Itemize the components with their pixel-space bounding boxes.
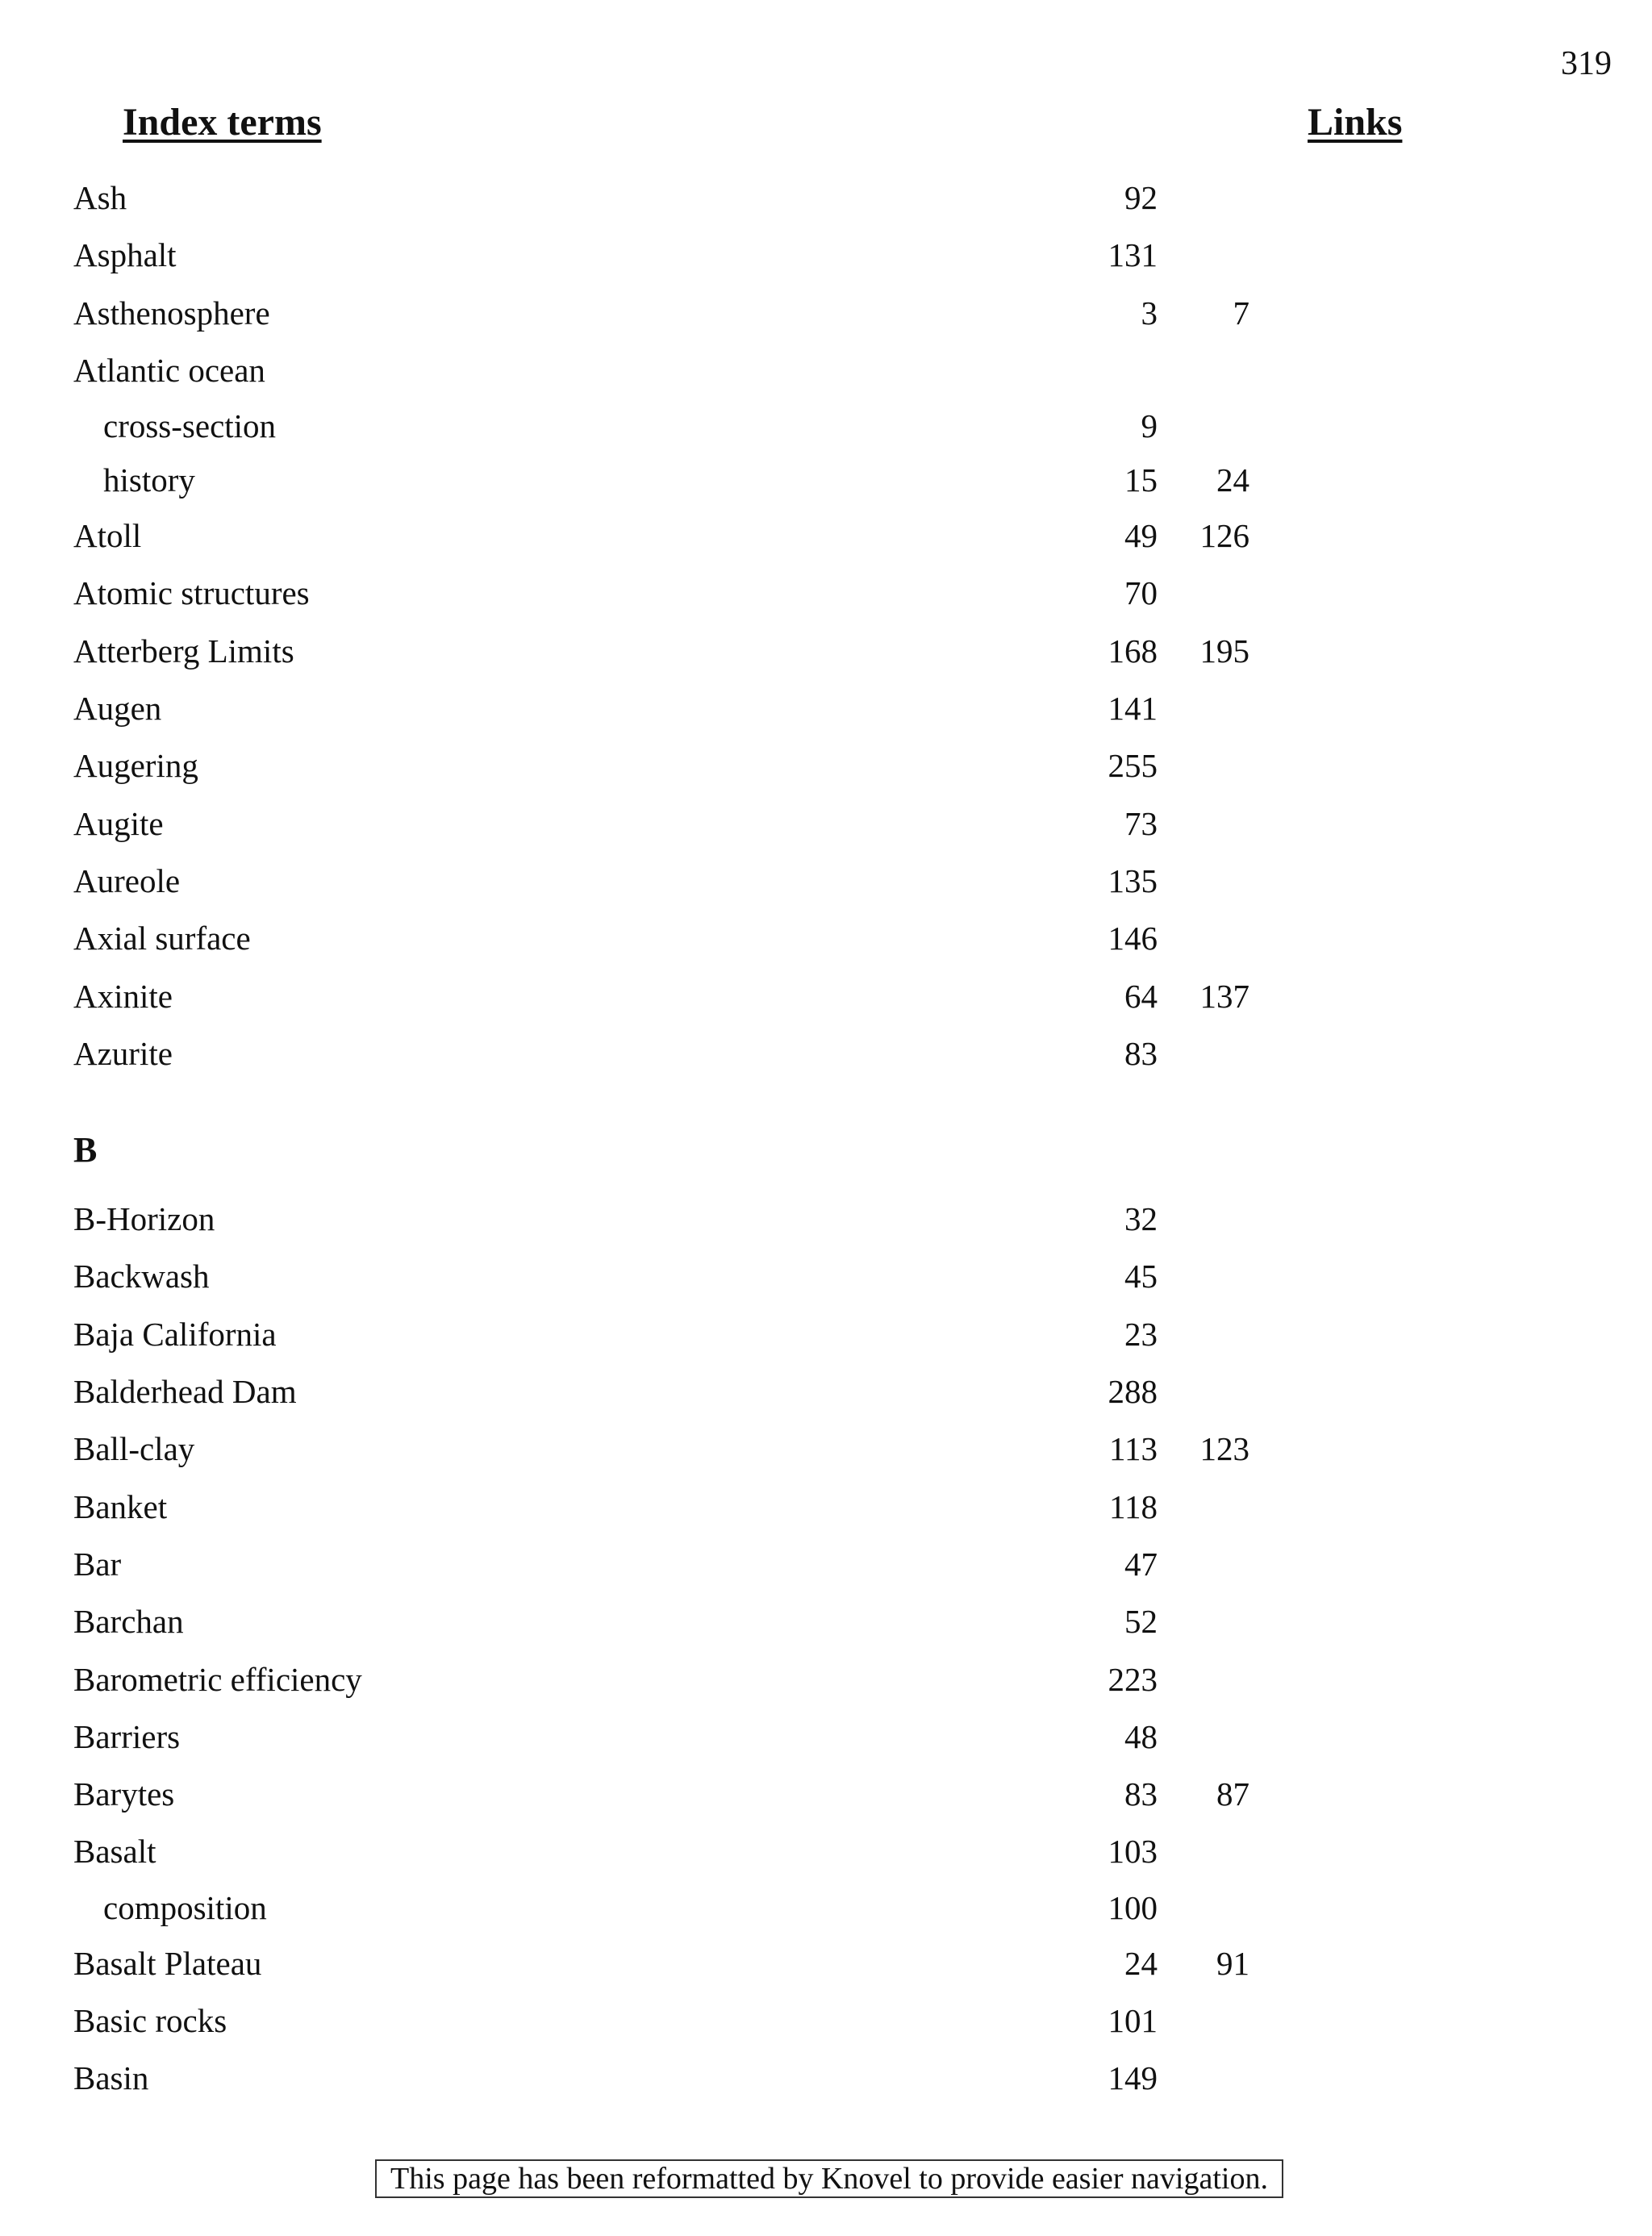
section-letter: B [73, 1130, 98, 1170]
index-subentry [73, 399, 1283, 453]
page-link[interactable]: 24 [1216, 461, 1249, 499]
index-term: Basalt Plateau [73, 1944, 262, 1982]
index-entry [73, 737, 1283, 795]
index-term: Barriers [73, 1717, 181, 1755]
page-link[interactable]: 52 [1124, 1603, 1158, 1641]
page-link[interactable]: 91 [1216, 1944, 1249, 1982]
index-entry [73, 285, 1283, 342]
index-term: Augering [73, 747, 198, 785]
index-term: Balderhead Dam [73, 1373, 297, 1411]
page-link[interactable]: 83 [1124, 1034, 1158, 1072]
page-link[interactable]: 3 [1141, 294, 1158, 332]
index-subentry [73, 1881, 1283, 1935]
index-term: Ball-clay [73, 1430, 195, 1468]
index-entry [73, 2050, 1283, 2107]
index-entry [73, 227, 1283, 284]
index-entries [73, 169, 1283, 2108]
index-term: cross-section [103, 407, 277, 445]
knovel-footer-note: This page has been reformatted by Knovel to provide easier navigation. [375, 2159, 1283, 2198]
index-entry [73, 507, 1283, 565]
page-link[interactable]: 123 [1199, 1430, 1249, 1468]
index-term: Axinite [73, 977, 173, 1015]
page-link[interactable]: 70 [1124, 574, 1158, 612]
index-term: Barchan [73, 1603, 184, 1641]
index-entry [73, 795, 1283, 853]
index-term: Atoll [73, 517, 142, 555]
page-link[interactable]: 141 [1108, 690, 1158, 728]
page-link[interactable]: 288 [1108, 1373, 1158, 1411]
index-entry [73, 565, 1283, 622]
page-link[interactable]: 7 [1233, 294, 1249, 332]
page-link[interactable]: 87 [1216, 1775, 1249, 1813]
page-link[interactable]: 195 [1199, 632, 1249, 670]
page-link[interactable]: 100 [1108, 1888, 1158, 1926]
index-entry [73, 1708, 1283, 1766]
index-term: Ash [73, 179, 127, 216]
page-link[interactable]: 149 [1108, 2059, 1158, 2097]
page-link[interactable]: 45 [1124, 1258, 1158, 1295]
links-heading: Links [1308, 101, 1403, 144]
page-link[interactable]: 15 [1124, 461, 1158, 499]
index-terms-heading: Index terms [123, 101, 322, 144]
index-entry [73, 1363, 1283, 1420]
index-entry [73, 342, 1283, 399]
page-link[interactable]: 9 [1141, 407, 1158, 445]
index-term: Baja California [73, 1315, 277, 1353]
page-link[interactable]: 113 [1109, 1430, 1158, 1468]
page-link[interactable]: 103 [1108, 1833, 1158, 1871]
page-link[interactable]: 135 [1108, 861, 1158, 899]
index-entry [73, 1992, 1283, 2050]
index-term: Asthenosphere [73, 294, 270, 332]
index-term: Asphalt [73, 236, 177, 274]
page-link[interactable]: 49 [1124, 517, 1158, 555]
index-entry [73, 1025, 1283, 1083]
index-entry [73, 623, 1283, 680]
index-entry [73, 1191, 1283, 1248]
index-term: Bar [73, 1545, 122, 1583]
page-link[interactable]: 48 [1124, 1717, 1158, 1755]
index-term: Basic rocks [73, 2002, 227, 2040]
page-link[interactable]: 73 [1124, 804, 1158, 842]
index-term: Axial surface [73, 920, 251, 957]
index-entry [73, 680, 1283, 737]
page-link[interactable]: 118 [1109, 1487, 1158, 1525]
index-entry [73, 968, 1283, 1025]
page-link[interactable]: 92 [1124, 179, 1158, 216]
page-link[interactable]: 83 [1124, 1775, 1158, 1813]
page-number: 319 [1561, 45, 1612, 82]
page-link[interactable]: 64 [1124, 977, 1158, 1015]
page-link[interactable]: 101 [1108, 2002, 1158, 2040]
index-entry [73, 1306, 1283, 1363]
index-term: Atlantic ocean [73, 351, 265, 389]
index-term: Backwash [73, 1258, 210, 1295]
index-term: Augite [73, 804, 164, 842]
index-term: Barometric efficiency [73, 1660, 362, 1698]
index-entry [73, 1935, 1283, 1992]
index-term: Basalt [73, 1833, 156, 1871]
page-link[interactable]: 23 [1124, 1315, 1158, 1353]
index-subentry [73, 453, 1283, 507]
index-term: Augen [73, 690, 162, 728]
index-term: Azurite [73, 1034, 173, 1072]
index-term: Basin [73, 2059, 149, 2097]
index-entry [73, 1593, 1283, 1650]
page-link[interactable]: 255 [1108, 747, 1158, 785]
index-term: composition [103, 1888, 267, 1926]
index-term: Aureole [73, 861, 181, 899]
index-term: Barytes [73, 1775, 175, 1813]
index-entry [73, 1248, 1283, 1305]
page-link[interactable]: 146 [1108, 920, 1158, 957]
page-link[interactable]: 168 [1108, 632, 1158, 670]
page-link[interactable]: 126 [1199, 517, 1249, 555]
page-link[interactable]: 47 [1124, 1545, 1158, 1583]
index-term: Banket [73, 1487, 168, 1525]
page-link[interactable]: 131 [1108, 236, 1158, 274]
page-link[interactable]: 137 [1199, 977, 1249, 1015]
index-entry [73, 1479, 1283, 1536]
index-entry [73, 1823, 1283, 1880]
index-entry [73, 169, 1283, 227]
index-term: Atterberg Limits [73, 632, 294, 670]
page-link[interactable]: 223 [1108, 1660, 1158, 1698]
index-entry [73, 853, 1283, 910]
page-link[interactable]: 32 [1124, 1200, 1158, 1238]
page-link[interactable]: 24 [1124, 1944, 1158, 1982]
index-entry [73, 1651, 1283, 1708]
index-term: Atomic structures [73, 574, 310, 612]
index-term: history [103, 461, 195, 499]
index-entry [73, 1420, 1283, 1478]
index-entry [73, 910, 1283, 967]
index-entry [73, 1536, 1283, 1593]
index-term: B-Horizon [73, 1200, 215, 1238]
index-entry [73, 1766, 1283, 1823]
